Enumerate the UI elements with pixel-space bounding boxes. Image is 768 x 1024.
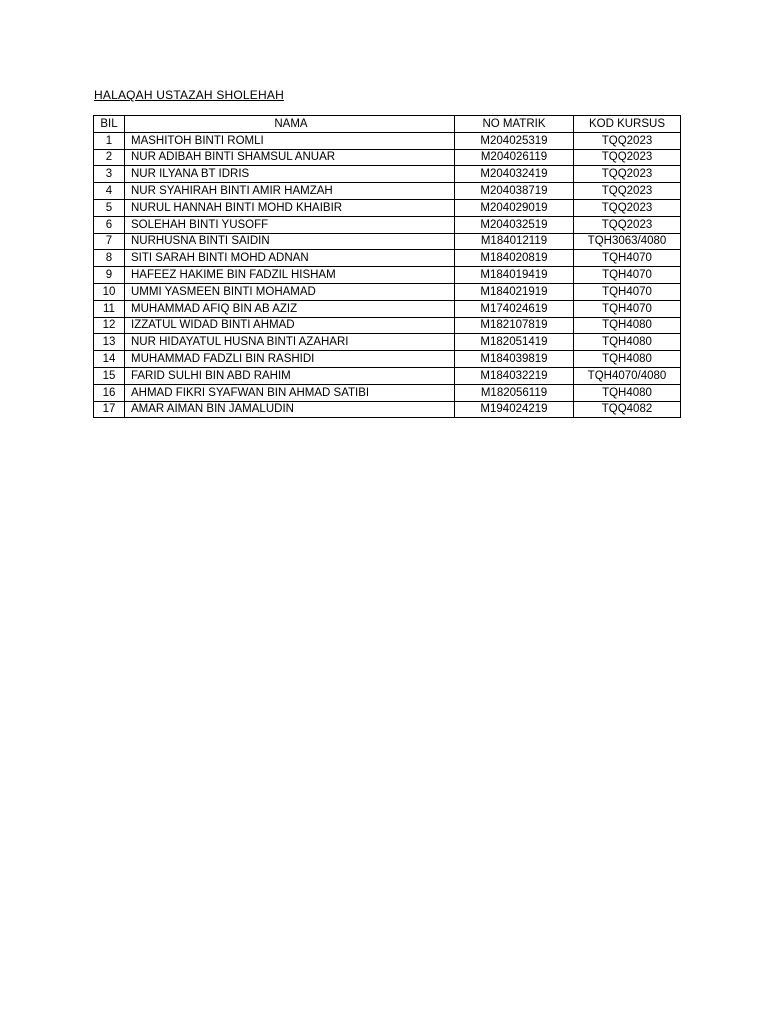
header-no-matrik: NO MATRIK bbox=[455, 116, 574, 133]
cell-kod-kursus: TQQ2023 bbox=[574, 199, 681, 216]
header-row bbox=[94, 116, 681, 133]
cell-nama: NUR ADIBAH BINTI SHAMSUL ANUAR bbox=[125, 149, 455, 166]
cell-kod-kursus: TQH4080 bbox=[574, 351, 681, 368]
cell-nama: UMMI YASMEEN BINTI MOHAMAD bbox=[125, 283, 455, 300]
table-body bbox=[94, 132, 681, 418]
cell-no-matrik: M204025319 bbox=[455, 132, 574, 149]
cell-nama: FARID SULHI BIN ABD RAHIM bbox=[125, 367, 455, 384]
cell-no-matrik: M204026119 bbox=[455, 149, 574, 166]
cell-nama: NURHUSNA BINTI SAIDIN bbox=[125, 233, 455, 250]
cell-kod-kursus: TQQ2023 bbox=[574, 132, 681, 149]
cell-bil: 17 bbox=[94, 401, 125, 418]
cell-kod-kursus: TQH4080 bbox=[574, 384, 681, 401]
cell-bil: 6 bbox=[94, 216, 125, 233]
cell-bil: 13 bbox=[94, 334, 125, 351]
table-row bbox=[94, 401, 681, 418]
cell-bil: 16 bbox=[94, 384, 125, 401]
table-row bbox=[94, 166, 681, 183]
cell-no-matrik: M174024619 bbox=[455, 300, 574, 317]
cell-no-matrik: M184021919 bbox=[455, 283, 574, 300]
cell-kod-kursus: TQQ2023 bbox=[574, 216, 681, 233]
document-title: HALAQAH USTAZAH SHOLEHAH bbox=[94, 88, 284, 102]
cell-nama: SITI SARAH BINTI MOHD ADNAN bbox=[125, 250, 455, 267]
cell-no-matrik: M204032419 bbox=[455, 166, 574, 183]
cell-nama: NUR ILYANA BT IDRIS bbox=[125, 166, 455, 183]
cell-nama: SOLEHAH BINTI YUSOFF bbox=[125, 216, 455, 233]
cell-bil: 9 bbox=[94, 267, 125, 284]
cell-kod-kursus: TQH4070/4080 bbox=[574, 367, 681, 384]
cell-nama: MUHAMMAD FADZLI BIN RASHIDI bbox=[125, 351, 455, 368]
cell-kod-kursus: TQQ2023 bbox=[574, 149, 681, 166]
cell-bil: 10 bbox=[94, 283, 125, 300]
table-row bbox=[94, 183, 681, 200]
cell-bil: 11 bbox=[94, 300, 125, 317]
header-bil: BIL bbox=[94, 116, 125, 133]
header-kod-kursus: KOD KURSUS bbox=[574, 116, 681, 133]
cell-no-matrik: M184020819 bbox=[455, 250, 574, 267]
cell-nama: NUR SYAHIRAH BINTI AMIR HAMZAH bbox=[125, 183, 455, 200]
cell-kod-kursus: TQQ2023 bbox=[574, 183, 681, 200]
table-row bbox=[94, 367, 681, 384]
table-row bbox=[94, 317, 681, 334]
cell-bil: 3 bbox=[94, 166, 125, 183]
table-row bbox=[94, 149, 681, 166]
cell-kod-kursus: TQH4070 bbox=[574, 250, 681, 267]
cell-bil: 7 bbox=[94, 233, 125, 250]
table-header bbox=[94, 116, 681, 133]
table-row bbox=[94, 351, 681, 368]
cell-no-matrik: M182107819 bbox=[455, 317, 574, 334]
table-row bbox=[94, 250, 681, 267]
cell-kod-kursus: TQH4080 bbox=[574, 334, 681, 351]
table-row bbox=[94, 132, 681, 149]
cell-no-matrik: M184012119 bbox=[455, 233, 574, 250]
cell-no-matrik: M184039819 bbox=[455, 351, 574, 368]
table-row bbox=[94, 334, 681, 351]
table-row bbox=[94, 199, 681, 216]
table-row bbox=[94, 216, 681, 233]
cell-nama: AMAR AIMAN BIN JAMALUDIN bbox=[125, 401, 455, 418]
cell-nama: MUHAMMAD AFIQ BIN AB AZIZ bbox=[125, 300, 455, 317]
cell-kod-kursus: TQH4080 bbox=[574, 317, 681, 334]
cell-no-matrik: M182051419 bbox=[455, 334, 574, 351]
cell-no-matrik: M204029019 bbox=[455, 199, 574, 216]
cell-kod-kursus: TQH4070 bbox=[574, 267, 681, 284]
cell-nama: NUR HIDAYATUL HUSNA BINTI AZAHARI bbox=[125, 334, 455, 351]
table-row bbox=[94, 283, 681, 300]
cell-nama: MASHITOH BINTI ROMLI bbox=[125, 132, 455, 149]
table-row bbox=[94, 300, 681, 317]
cell-kod-kursus: TQQ4082 bbox=[574, 401, 681, 418]
student-table bbox=[93, 115, 681, 418]
cell-no-matrik: M204032519 bbox=[455, 216, 574, 233]
cell-bil: 5 bbox=[94, 199, 125, 216]
cell-nama: NURUL HANNAH BINTI MOHD KHAIBIR bbox=[125, 199, 455, 216]
cell-bil: 2 bbox=[94, 149, 125, 166]
cell-nama: HAFEEZ HAKIME BIN FADZIL HISHAM bbox=[125, 267, 455, 284]
cell-bil: 8 bbox=[94, 250, 125, 267]
table-row bbox=[94, 233, 681, 250]
cell-bil: 12 bbox=[94, 317, 125, 334]
cell-nama: IZZATUL WIDAD BINTI AHMAD bbox=[125, 317, 455, 334]
cell-kod-kursus: TQQ2023 bbox=[574, 166, 681, 183]
cell-no-matrik: M194024219 bbox=[455, 401, 574, 418]
cell-bil: 4 bbox=[94, 183, 125, 200]
cell-no-matrik: M204038719 bbox=[455, 183, 574, 200]
cell-bil: 1 bbox=[94, 132, 125, 149]
cell-bil: 14 bbox=[94, 351, 125, 368]
table-row bbox=[94, 384, 681, 401]
cell-kod-kursus: TQH4070 bbox=[574, 300, 681, 317]
cell-no-matrik: M184019419 bbox=[455, 267, 574, 284]
cell-nama: AHMAD FIKRI SYAFWAN BIN AHMAD SATIBI bbox=[125, 384, 455, 401]
cell-no-matrik: M182056119 bbox=[455, 384, 574, 401]
table-row bbox=[94, 267, 681, 284]
cell-no-matrik: M184032219 bbox=[455, 367, 574, 384]
header-nama: NAMA bbox=[125, 116, 455, 133]
cell-bil: 15 bbox=[94, 367, 125, 384]
cell-kod-kursus: TQH3063/4080 bbox=[574, 233, 681, 250]
cell-kod-kursus: TQH4070 bbox=[574, 283, 681, 300]
